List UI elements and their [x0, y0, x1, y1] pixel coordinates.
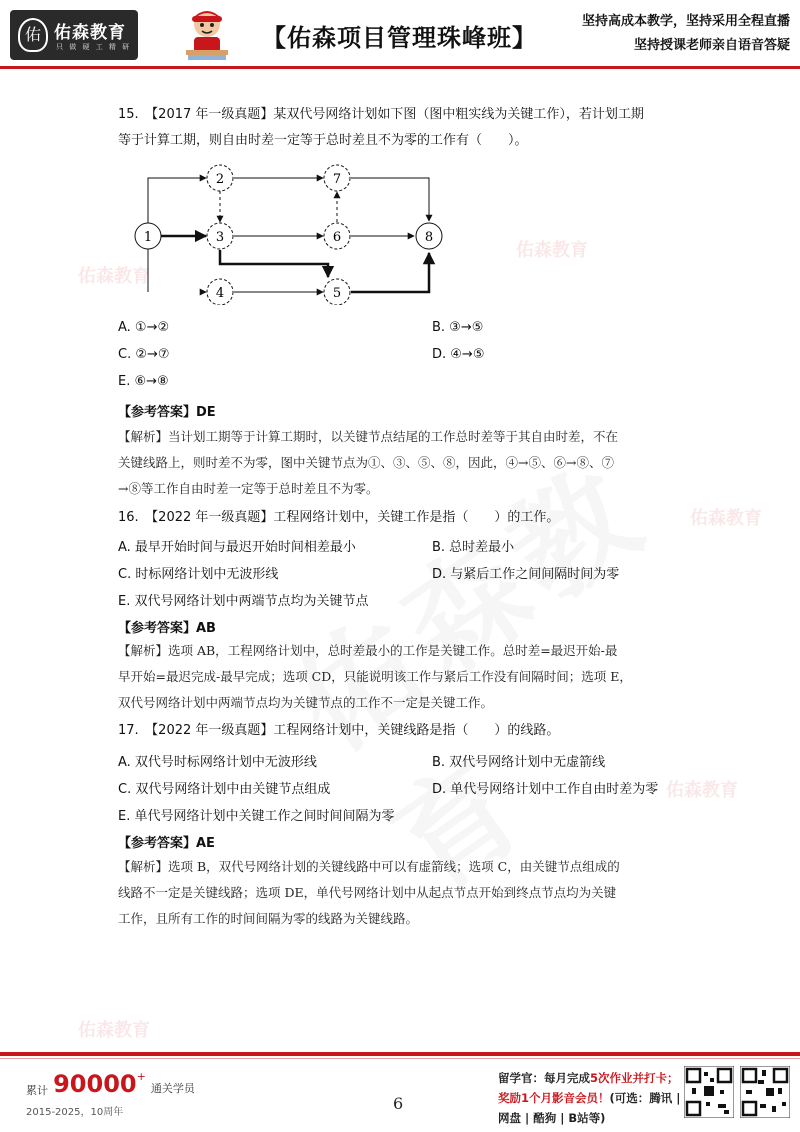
q17-option-a: A. 双代号时标网络计划中无波形线 — [118, 755, 317, 770]
q16-exp-line-1: 【解析】选项 AB，工程网络计划中，总时差最小的工作是关键工作。总时差=最迟开始-最 — [118, 643, 618, 658]
q17-option-e: E. 单代号网络计划中关键工作之间时间间隔为零 — [118, 809, 395, 824]
q16-option-c: C. 时标网络计划中无波形线 — [118, 567, 279, 582]
node-6 — [324, 223, 350, 249]
arrow-7-8 — [351, 178, 429, 221]
node-5 — [324, 279, 350, 305]
node-7 — [324, 165, 350, 191]
header-divider — [0, 66, 800, 69]
promo-line-1a: 留学官：每月完成 — [498, 1071, 590, 1085]
arrow-3-5 — [220, 250, 328, 277]
stats-suffix: 通关学员 — [150, 1082, 195, 1095]
q16-option-e: E. 双代号网络计划中两端节点均为关键节点 — [118, 594, 369, 609]
q16-exp-line-3: 双代号网络计划中两端节点均为关键节点的工作不一定是关键工作。 — [118, 695, 494, 710]
logo-name: 佑森教育 — [54, 23, 126, 43]
q16-answer: 【参考答案】AB — [118, 621, 216, 636]
promo-line-3: 网盘 | 酷狗 | B站等) — [498, 1111, 606, 1125]
watermark-logo: 佑森教育 — [78, 1020, 150, 1041]
watermark-logo: 佑森教育 — [666, 780, 738, 801]
stats-count: 90000 — [53, 1070, 137, 1098]
watermark-logo: 佑森教育 — [516, 240, 588, 261]
watermark-logo: 佑森教育 — [690, 508, 762, 529]
q16-explanation — [118, 638, 684, 716]
footer-years: 2015-2025，10周年 — [26, 1107, 124, 1118]
footer-divider-thin — [0, 1058, 800, 1059]
node-3 — [207, 223, 233, 249]
q15-option-c: C. ②→⑦ — [118, 347, 170, 362]
q15-option-d: D. ④→⑤ — [432, 347, 485, 362]
q17-option-b: B. 双代号网络计划中无虚箭线 — [432, 755, 606, 770]
q15-title-line-1: 15. 【2017 年一级真题】某双代号网络计划如下图（图中粗实线为关键工作），若计划工期 — [118, 107, 644, 122]
q17-explanation — [118, 854, 684, 932]
svg-text:5: 5 — [332, 286, 342, 301]
node-2 — [207, 165, 233, 191]
q15-title — [118, 102, 698, 154]
node-4 — [207, 279, 233, 305]
mascot-icon — [182, 6, 232, 62]
footer-promo — [498, 1068, 680, 1128]
header-tagline — [582, 10, 790, 58]
svg-text:6: 6 — [332, 230, 342, 245]
promo-line-2a: 奖励1个月影音会员！ — [498, 1091, 610, 1105]
svg-text:1: 1 — [143, 230, 153, 245]
q15-network-diagram — [118, 160, 458, 305]
q16-title: 16. 【2022 年一级真题】工程网络计划中，关键工作是指（ ）的工作。 — [118, 510, 560, 525]
page-number: 6 — [393, 1094, 404, 1113]
q16-option-a: A. 最早开始时间与最迟开始时间相差最小 — [118, 540, 356, 555]
svg-text:2: 2 — [215, 172, 225, 187]
qr-code-icon — [684, 1066, 734, 1118]
q15-exp-line-1: 【解析】当计划工期等于计算工期时，以关键节点结尾的工作总时差等于其自由时差，不在 — [118, 429, 619, 444]
promo-line-2b: (可选：腾讯 | — [609, 1091, 681, 1105]
q16-option-b: B. 总时差最小 — [432, 540, 515, 555]
promo-line-1b: 5次作业并打卡； — [590, 1071, 679, 1085]
svg-text:7: 7 — [332, 172, 342, 187]
tagline-line-1: 坚持高成本教学，坚持采用全程直播 — [581, 14, 790, 29]
svg-text:3: 3 — [215, 230, 225, 245]
q15-exp-line-2: 关键线路上，则时差不为零，图中关键节点为①、③、⑤、⑧，因此，④→⑤、⑥→⑧、⑦ — [118, 455, 614, 470]
q17-answer: 【参考答案】AE — [118, 836, 215, 851]
brand-logo — [10, 10, 138, 60]
page-header — [0, 0, 800, 74]
footer-divider — [0, 1052, 800, 1056]
logo-emblem-icon: 佑 — [18, 18, 48, 52]
svg-text:8: 8 — [424, 230, 434, 245]
logo-slogan: 只 做 硬 工 精 研 — [56, 43, 132, 51]
q15-exp-line-3: →⑧等工作自由时差一定等于总时差且不为零。 — [118, 481, 379, 496]
q15-title-line-2: 等于计算工期，则自由时差一定等于总时差且不为零的工作有（ ）。 — [118, 133, 528, 148]
watermark-logo: 佑森教育 — [78, 266, 150, 287]
footer-stats — [26, 1070, 195, 1098]
q17-exp-line-1: 【解析】选项 B，双代号网络计划的关键线路中可以有虚箭线；选项 C，由关键节点组成的 — [118, 859, 620, 874]
q16-option-d: D. 与紧后工作之间间隔时间为零 — [432, 567, 620, 582]
q17-option-c: C. 双代号网络计划中由关键节点组成 — [118, 782, 331, 797]
header-title: 【佑森项目管理珠峰班】 — [262, 24, 537, 52]
stats-label: 累计 — [26, 1084, 48, 1097]
q15-option-e: E. ⑥→⑧ — [118, 374, 169, 389]
tagline-line-2: 坚持授课老师亲自语音答疑 — [633, 38, 790, 53]
q15-option-b: B. ③→⑤ — [432, 320, 484, 335]
q17-exp-line-3: 工作，且所有工作的时间间隔为零的线路为关键线路。 — [118, 911, 419, 926]
q15-answer: 【参考答案】DE — [118, 405, 216, 420]
q17-option-d: D. 单代号网络计划中工作自由时差为零 — [432, 782, 659, 797]
stats-count-plus: + — [136, 1070, 146, 1083]
svg-text:4: 4 — [215, 286, 225, 301]
q15-explanation — [118, 424, 684, 502]
q17-exp-line-2: 线路不一定是关键线路；选项 DE，单代号网络计划中从起点节点开始到终点节点均为关键 — [118, 885, 617, 900]
node-1 — [135, 223, 161, 249]
q15-option-a: A. ①→② — [118, 320, 170, 335]
qr-code-icon — [740, 1066, 790, 1118]
arrow-5-8 — [351, 253, 429, 292]
q17-title: 17. 【2022 年一级真题】工程网络计划中，关键线路是指（ ）的线路。 — [118, 723, 560, 738]
node-8 — [416, 223, 442, 249]
q16-exp-line-2: 早开始=最迟完成-最早完成；选项 CD，只能说明该工作与紧后工作没有间隔时间；选项 E， — [118, 669, 632, 684]
